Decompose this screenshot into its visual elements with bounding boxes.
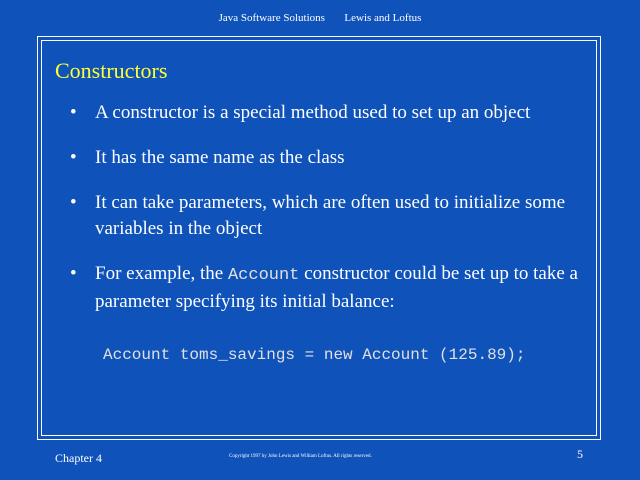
bullet-item [70, 145, 600, 171]
bullet-icon: • [70, 102, 77, 123]
bullet-item [70, 190, 600, 242]
bullet-item [70, 100, 600, 126]
slide-header [0, 11, 640, 25]
copyright-notice: Copyright 1997 by John Lewis and William Loftus. All rights reserved. [229, 454, 372, 459]
bullet-text-before: For example, the [95, 263, 224, 284]
bullet-icon: • [70, 263, 77, 284]
bullet-icon: • [70, 192, 77, 213]
authors: Lewis and Loftus [344, 12, 422, 24]
bullet-text: It has the same name as the class [95, 147, 345, 168]
bullet-text: It can take parameters, which are often used to initialize some variables in the object [95, 192, 566, 239]
bullet-item [70, 261, 600, 315]
inline-code-class-name: Account [227, 266, 300, 285]
bullet-list [70, 100, 600, 334]
bullet-text: A constructor is a special method used to set up an object [95, 102, 531, 123]
bullet-text-after: constructor could be set up to take a parameter specifying its initial balance: [95, 263, 578, 312]
chapter-label: Chapter 4 [55, 451, 102, 465]
page-number: 5 [577, 447, 583, 461]
code-example: Account toms_savings = new Account (125.89); [103, 346, 526, 364]
slide-title: Constructors [55, 58, 168, 83]
bullet-icon: • [70, 147, 77, 168]
book-title: Java Software Solutions [218, 12, 325, 24]
